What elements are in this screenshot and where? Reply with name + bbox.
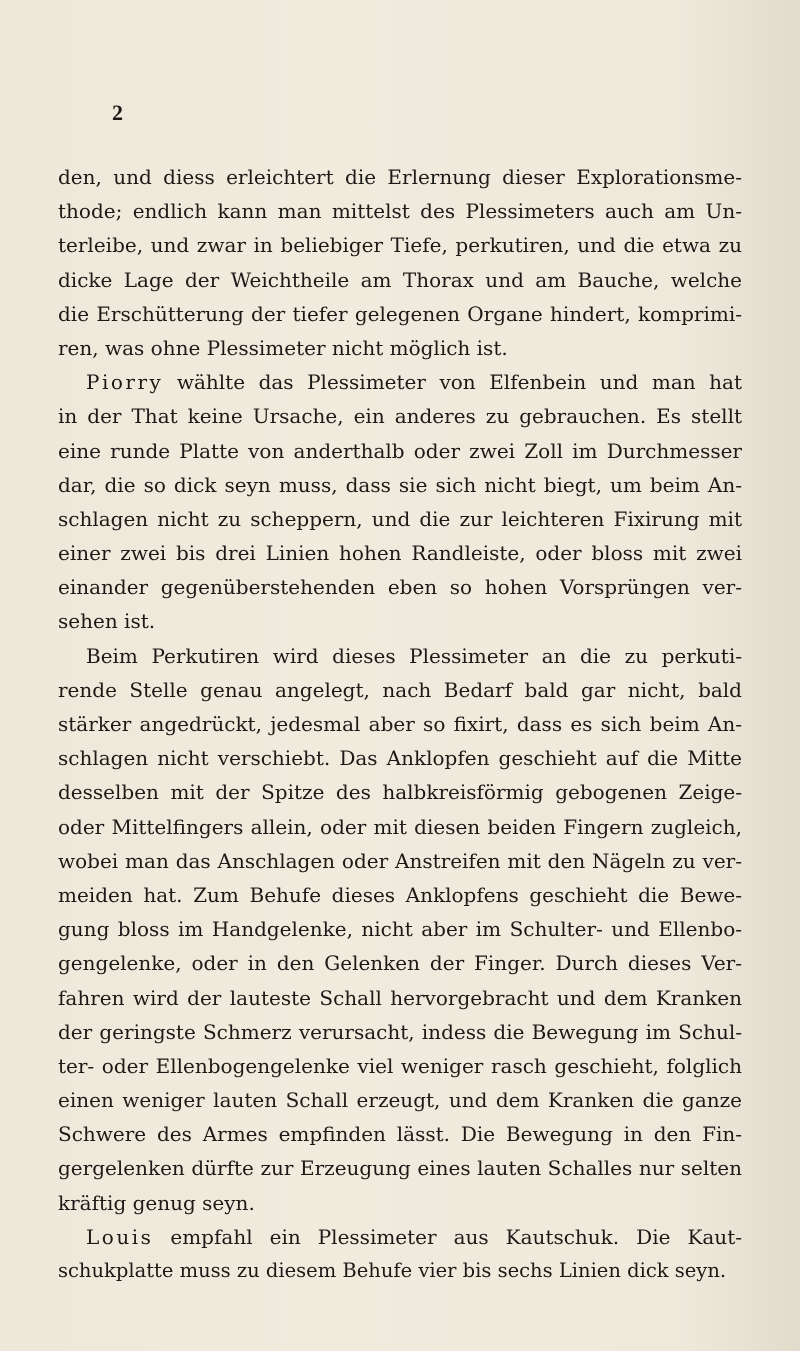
body-text [58, 160, 742, 1288]
text-line: desselben mit der Spitze des halbkreisförmig gebogenen Zeige- [58, 780, 742, 805]
text-line: gengelenke, oder in den Gelenken der Finger. Durch dieses Ver- [58, 951, 742, 976]
text-line: dicke Lage der Weichtheile am Thorax und am Bauche, welche [58, 267, 742, 292]
text-line: einander gegenüberstehenden eben so hohen Vorsprüngen ver- [58, 575, 742, 600]
text-line: meiden hat. Zum Behufe dieses Anklopfens geschieht die Bewe- [58, 882, 742, 907]
text-line: stärker angedrückt, jedesmal aber so fixirt, dass es sich beim An- [58, 712, 742, 736]
text-line: oder Mittelfingers allein, oder mit diesen beiden Fingern zugleich, [58, 814, 742, 839]
text-line: thode; endlich kann man mittelst des Plessimeters auch am Un- [58, 199, 742, 224]
text-line: Schwere des Armes empfinden lässt. Die Bewegung in den Fin- [58, 1122, 742, 1147]
text-line: dar, die so dick seyn muss, dass sie sich nicht biegt, um beim An- [58, 472, 742, 497]
text-line: der geringste Schmerz verursacht, indess die Bewegung im Schul- [58, 1019, 742, 1044]
page-number: 2 [112, 100, 123, 125]
text-line: die Erschütterung der tiefer gelegenen Organe hindert, komprimi- [58, 301, 742, 326]
text-line: wobei man das Anschlagen oder Anstreifen mit den Nägeln zu ver- [58, 848, 742, 873]
text-line: sehen ist. [58, 609, 156, 634]
text-line: den, und diess erleichtert die Erlernung dieser Explorationsme- [58, 165, 742, 189]
text-line: fahren wird der lauteste Schall hervorgebracht und dem Kranken [58, 985, 742, 1010]
paragraph-start-line: Beim Perkutiren wird dieses Plessimeter an die zu perkuti- [86, 643, 742, 668]
text-line: einen weniger lauten Schall erzeugt, und dem Kranken die ganze [58, 1088, 742, 1113]
text-line: schlagen nicht zu scheppern, und die zur leichteren Fixirung mit [58, 506, 742, 531]
text-line: rende Stelle genau angelegt, nach Bedarf bald gar nicht, bald [58, 677, 742, 702]
text-line: terleibe, und zwar in beliebiger Tiefe, perkutiren, und die etwa zu [58, 233, 742, 258]
text-line: einer zwei bis drei Linien hohen Randleiste, oder bloss mit zwei [58, 541, 742, 566]
text-line: schlagen nicht verschiebt. Das Anklopfen geschieht auf die Mitte [58, 746, 742, 771]
author-name-louis: Louis [86, 1224, 154, 1249]
text-line: eine runde Platte von anderthalb oder zwei Zoll im Durchmesser [58, 438, 742, 463]
text-line: gergelenken dürfte zur Erzeugung eines lauten Schalles nur selten [58, 1156, 742, 1181]
paragraph-start-line [58, 365, 742, 399]
text-line: gung bloss im Handgelenke, nicht aber im Schulter- und Ellenbo- [58, 917, 742, 942]
text-line: kräftig genug seyn. [58, 1190, 255, 1215]
text-line-rest: wählte das Plessimeter von Elfenbein und man hat [163, 370, 742, 395]
text-line: in der That keine Ursache, ein anderes zu gebrauchen. Es stellt [58, 404, 742, 429]
paragraph-start-line [58, 1220, 742, 1254]
text-line: ren, was ohne Plessimeter nicht möglich ist. [58, 335, 508, 360]
author-name-piorry: Piorry [86, 370, 164, 395]
text-line: schukplatte muss zu diesem Behufe vier bis sechs Linien dick seyn. [58, 1259, 727, 1282]
text-line-rest: empfahl ein Plessimeter aus Kautschuk. Die Kaut- [153, 1224, 742, 1249]
text-line: ter- oder Ellenbogengelenke viel weniger rasch geschieht, folglich [58, 1053, 742, 1078]
